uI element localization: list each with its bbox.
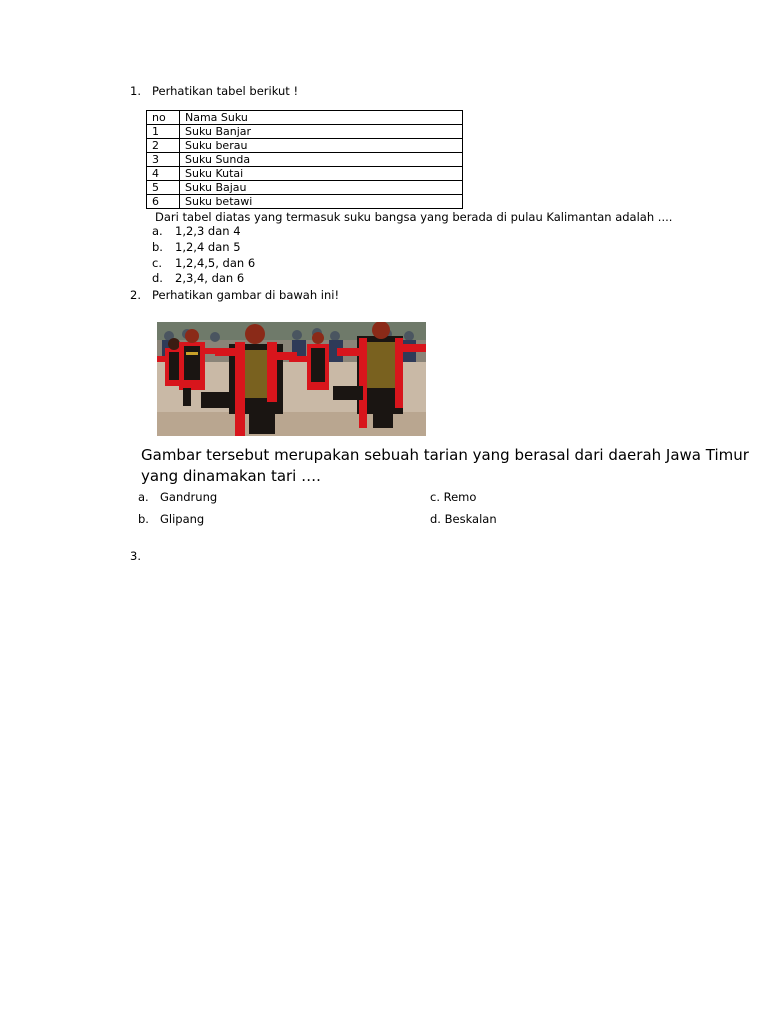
table-cell-name: Suku Bajau — [180, 181, 463, 195]
question-2-number: 2. — [130, 288, 141, 302]
option-text: d. Beskalan — [430, 512, 497, 526]
question-3-number: 3. — [130, 549, 141, 563]
table-header-name: Nama Suku — [180, 111, 463, 125]
option-text: Gandrung — [160, 490, 218, 504]
question-1-prompt: Perhatikan tabel berikut ! — [152, 84, 299, 98]
option-text: c. Remo — [430, 490, 477, 504]
question-1-text: Dari tabel diatas yang termasuk suku bangsa yang berada di pulau Kalimantan adalah .... — [155, 210, 673, 224]
option-letter: d. — [152, 271, 163, 285]
table-row — [147, 139, 463, 153]
table-cell-no: 3 — [147, 153, 180, 167]
option-letter: a. — [138, 490, 149, 504]
table-cell-name: Suku berau — [180, 139, 463, 153]
tribe-table — [146, 110, 463, 209]
question-1-number: 1. — [130, 84, 141, 98]
table-header-no: no — [147, 111, 180, 125]
option-text: 1,2,4 dan 5 — [175, 240, 241, 254]
option-text: Glipang — [160, 512, 205, 526]
table-cell-no: 6 — [147, 195, 180, 209]
table-cell-no: 5 — [147, 181, 180, 195]
table-cell-no: 1 — [147, 125, 180, 139]
table-row — [147, 167, 463, 181]
table-row — [147, 125, 463, 139]
option-text: 1,2,3 dan 4 — [175, 224, 241, 238]
table-cell-no: 2 — [147, 139, 180, 153]
option-letter: b. — [152, 240, 163, 254]
table-row — [147, 181, 463, 195]
dance-photo — [157, 322, 426, 436]
table-cell-no: 4 — [147, 167, 180, 181]
question-2-prompt: Perhatikan gambar di bawah ini! — [152, 288, 340, 302]
dancers-image — [157, 322, 426, 436]
table-row — [147, 195, 463, 209]
table-cell-name: Suku Kutai — [180, 167, 463, 181]
table-cell-name: Suku Banjar — [180, 125, 463, 139]
option-letter: b. — [138, 512, 149, 526]
option-letter: c. — [152, 256, 162, 270]
question-2-text-line2: yang dinamakan tari …. — [141, 467, 321, 485]
option-text: 1,2,4,5, dan 6 — [175, 256, 256, 270]
table-header-row — [147, 111, 463, 125]
table-cell-name: Suku betawi — [180, 195, 463, 209]
option-letter: a. — [152, 224, 163, 238]
question-2-text-line1: Gambar tersebut merupakan sebuah tarian yang berasal dari daerah Jawa Timur — [141, 446, 749, 464]
table-row — [147, 153, 463, 167]
table-cell-name: Suku Sunda — [180, 153, 463, 167]
option-text: 2,3,4, dan 6 — [175, 271, 245, 285]
